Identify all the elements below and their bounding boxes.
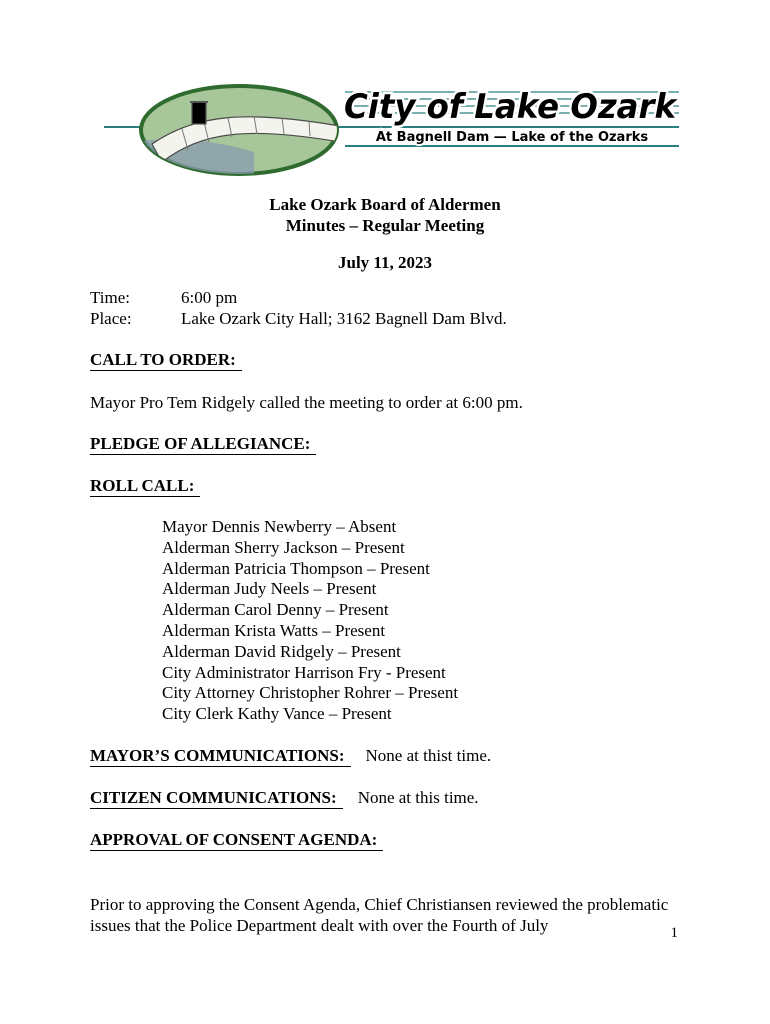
roll-call-list — [90, 517, 680, 725]
call-to-order-body: Mayor Pro Tem Ridgely called the meeting to order at 6:00 pm. — [90, 393, 523, 412]
city-logo-graphic — [104, 80, 680, 180]
meeting-meta — [90, 287, 680, 329]
city-logo — [104, 80, 680, 180]
roll-call-item: City Administrator Harrison Fry - Present — [162, 662, 446, 682]
logo-tagline-text: At Bagnell Dam — Lake of the Ozarks — [375, 130, 649, 145]
section-heading-call-to-order — [90, 349, 680, 371]
roll-call-item: Alderman Carol Denny – Present — [162, 600, 389, 620]
page-number: 1 — [670, 925, 678, 941]
mayors-communications-heading-text: MAYOR’S COMMUNICATIONS: — [90, 746, 351, 767]
roll-call-heading-text: ROLL CALL: — [90, 476, 200, 497]
place-value: Lake Ozark City Hall; 3162 Bagnell Dam Blvd. — [181, 309, 507, 328]
time-value: 6:00 pm — [181, 288, 238, 307]
place-label: Place: — [90, 309, 132, 328]
section-heading-consent-agenda — [90, 829, 680, 851]
roll-call-item: Alderman Patricia Thompson – Present — [162, 558, 430, 578]
citizen-communications-note: None at this time. — [357, 787, 479, 807]
meeting-date: July 11, 2023 — [338, 253, 432, 272]
citizen-communications-heading-text: CITIZEN COMMUNICATIONS: — [90, 788, 343, 809]
meta-row-time — [90, 287, 680, 308]
meta-row-place — [90, 308, 680, 329]
section-heading-citizen-communications — [90, 787, 680, 809]
dam-icon — [124, 86, 340, 176]
roll-call-item: Alderman Krista Watts – Present — [162, 620, 386, 640]
consent-agenda-heading-text: APPROVAL OF CONSENT AGENDA: — [90, 830, 383, 851]
roll-call-item: Alderman Sherry Jackson – Present — [162, 537, 405, 557]
time-label: Time: — [90, 288, 131, 307]
roll-call-item: Alderman Judy Neels – Present — [162, 579, 377, 599]
call-to-order-heading-text: CALL TO ORDER: — [90, 350, 242, 371]
roll-call-item: Alderman David Ridgely – Present — [162, 641, 401, 661]
document-title-line1: Lake Ozark Board of Aldermen — [269, 195, 501, 214]
roll-call-item: City Clerk Kathy Vance – Present — [162, 704, 392, 724]
section-heading-pledge — [90, 433, 680, 455]
mayors-communications-note: None at thist time. — [365, 745, 492, 765]
document-title-line2: Minutes – Regular Meeting — [285, 216, 485, 235]
document-title — [90, 194, 680, 236]
section-heading-mayors-communications — [90, 745, 680, 767]
roll-call-item: Mayor Dennis Newberry – Absent — [162, 517, 397, 536]
roll-call-item: City Attorney Christopher Rohrer – Present — [162, 683, 459, 703]
section-heading-roll-call — [90, 475, 680, 497]
logo-title-text: City of Lake Ozark — [344, 87, 679, 127]
pledge-heading-text: PLEDGE OF ALLEGIANCE: — [90, 434, 316, 455]
consent-agenda-body: Prior to approving the Consent Agenda, Chief Christiansen reviewed the problematic issues that the Police Department dealt with over the Fourth of July — [90, 894, 669, 936]
